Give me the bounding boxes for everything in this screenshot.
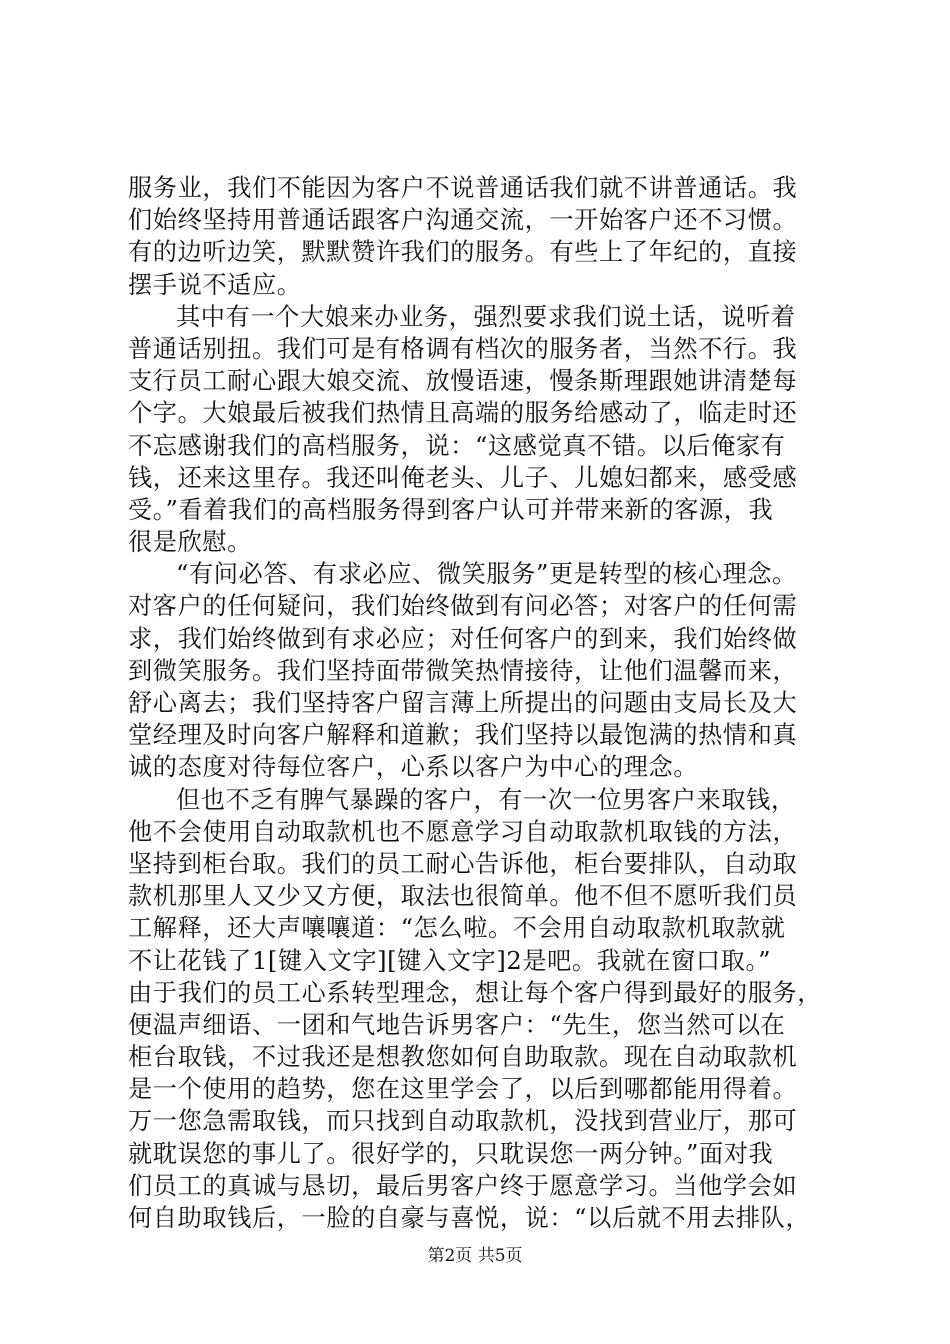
text-line: 们始终坚持用普通话跟客户沟通交流，一开始客户还不习惯。 bbox=[128, 206, 798, 235]
text-line: 对客户的任何疑问，我们始终做到有问必答；对客户的任何需 bbox=[128, 592, 798, 621]
text-line: 工解释，还大声嚷嚷道：“怎么啦。不会用自动取款机取款就 bbox=[128, 914, 786, 943]
text-line: 他不会使用自动取款机也不愿意学习自动取款机取钱的方法， bbox=[128, 817, 798, 846]
text-line: 何自助取钱后，一脸的自豪与喜悦，说：“以后就不用去排队， bbox=[128, 1204, 811, 1232]
paragraph-first-line: 其中有一个大娘来办业务，强烈要求我们说土话，说听着 bbox=[176, 302, 796, 331]
text-line: 个字。大娘最后被我们热情且高端的服务给感动了，临走时还 bbox=[128, 399, 798, 428]
text-line: 不让花钱了1[键入文字][键入文字]2是吧。我就在窗口取。” bbox=[128, 946, 772, 975]
text-line: 摆手说不适应。 bbox=[128, 270, 302, 299]
text-line: 有的边听边笑，默默赞许我们的服务。有些上了年纪的，直接 bbox=[128, 238, 798, 267]
text-line: 们员工的真诚与恳切，最后男客户终于愿意学习。当他学会如 bbox=[128, 1171, 798, 1200]
text-line: 坚持到柜台取。我们的员工耐心告诉他，柜台要排队，自动取 bbox=[128, 849, 798, 878]
text-line: 不忘感谢我们的高档服务，说：“这感觉真不错。以后俺家有 bbox=[128, 431, 786, 460]
text-line: 支行员工耐心跟大娘交流、放慢语速，慢条斯理跟她讲清楚每 bbox=[128, 367, 798, 396]
text-line: 堂经理及时向客户解释和道歉；我们坚持以最饱满的热情和真 bbox=[128, 721, 798, 750]
text-line: 款机那里人又少又方便，取法也很简单。他不但不愿听我们员 bbox=[128, 882, 798, 911]
text-line: 就耽误您的事儿了。很好学的，只耽误您一两分钟。”面对我 bbox=[128, 1139, 774, 1168]
text-line: 受。”看着我们的高档服务得到客户认可并带来新的客源，我 bbox=[128, 495, 774, 524]
text-line: 很是欣慰。 bbox=[128, 528, 252, 557]
text-line: 由于我们的员工心系转型理念，想让每个客户得到最好的服务， bbox=[128, 978, 823, 1007]
text-line: 普通话别扭。我们可是有格调有档次的服务者，当然不行。我 bbox=[128, 334, 798, 363]
paragraph-first-line: “有问必答、有求必应、微笑服务”更是转型的核心理念。 bbox=[176, 560, 797, 589]
paragraph-first-line: 但也不乏有脾气暴躁的客户，有一次一位男客户来取钱， bbox=[176, 785, 796, 814]
page-number-label: 第2页 共5页 bbox=[427, 1246, 523, 1266]
text-line: 服务业，我们不能因为客户不说普通话我们就不讲普通话。我 bbox=[128, 174, 798, 202]
text-line: 钱，还来这里存。我还叫俺老头、儿子、儿媳妇都来，感受感 bbox=[128, 463, 798, 492]
text-line: 舒心离去；我们坚持客户留言薄上所提出的问题由支局长及大 bbox=[128, 689, 798, 717]
text-line: 便温声细语、一团和气地告诉男客户：“先生，您当然可以在 bbox=[128, 1010, 786, 1039]
text-line: 柜台取钱，不过我还是想教您如何自助取款。现在自动取款机 bbox=[128, 1043, 798, 1072]
document-body bbox=[128, 172, 828, 1234]
text-line: 诚的态度对待每位客户，心系以客户为中心的理念。 bbox=[128, 753, 699, 782]
text-line: 是一个使用的趋势，您在这里学会了，以后到哪都能用得着。 bbox=[128, 1075, 798, 1104]
text-line: 万一您急需取钱，而只找到自动取款机，没找到营业厅，那可 bbox=[128, 1107, 798, 1136]
text-line: 求，我们始终做到有求必应；对任何客户的到来，我们始终做 bbox=[128, 624, 798, 653]
text-line: 到微笑服务。我们坚持面带微笑热情接待，让他们温馨而来， bbox=[128, 656, 798, 685]
page-footer bbox=[0, 1246, 950, 1266]
